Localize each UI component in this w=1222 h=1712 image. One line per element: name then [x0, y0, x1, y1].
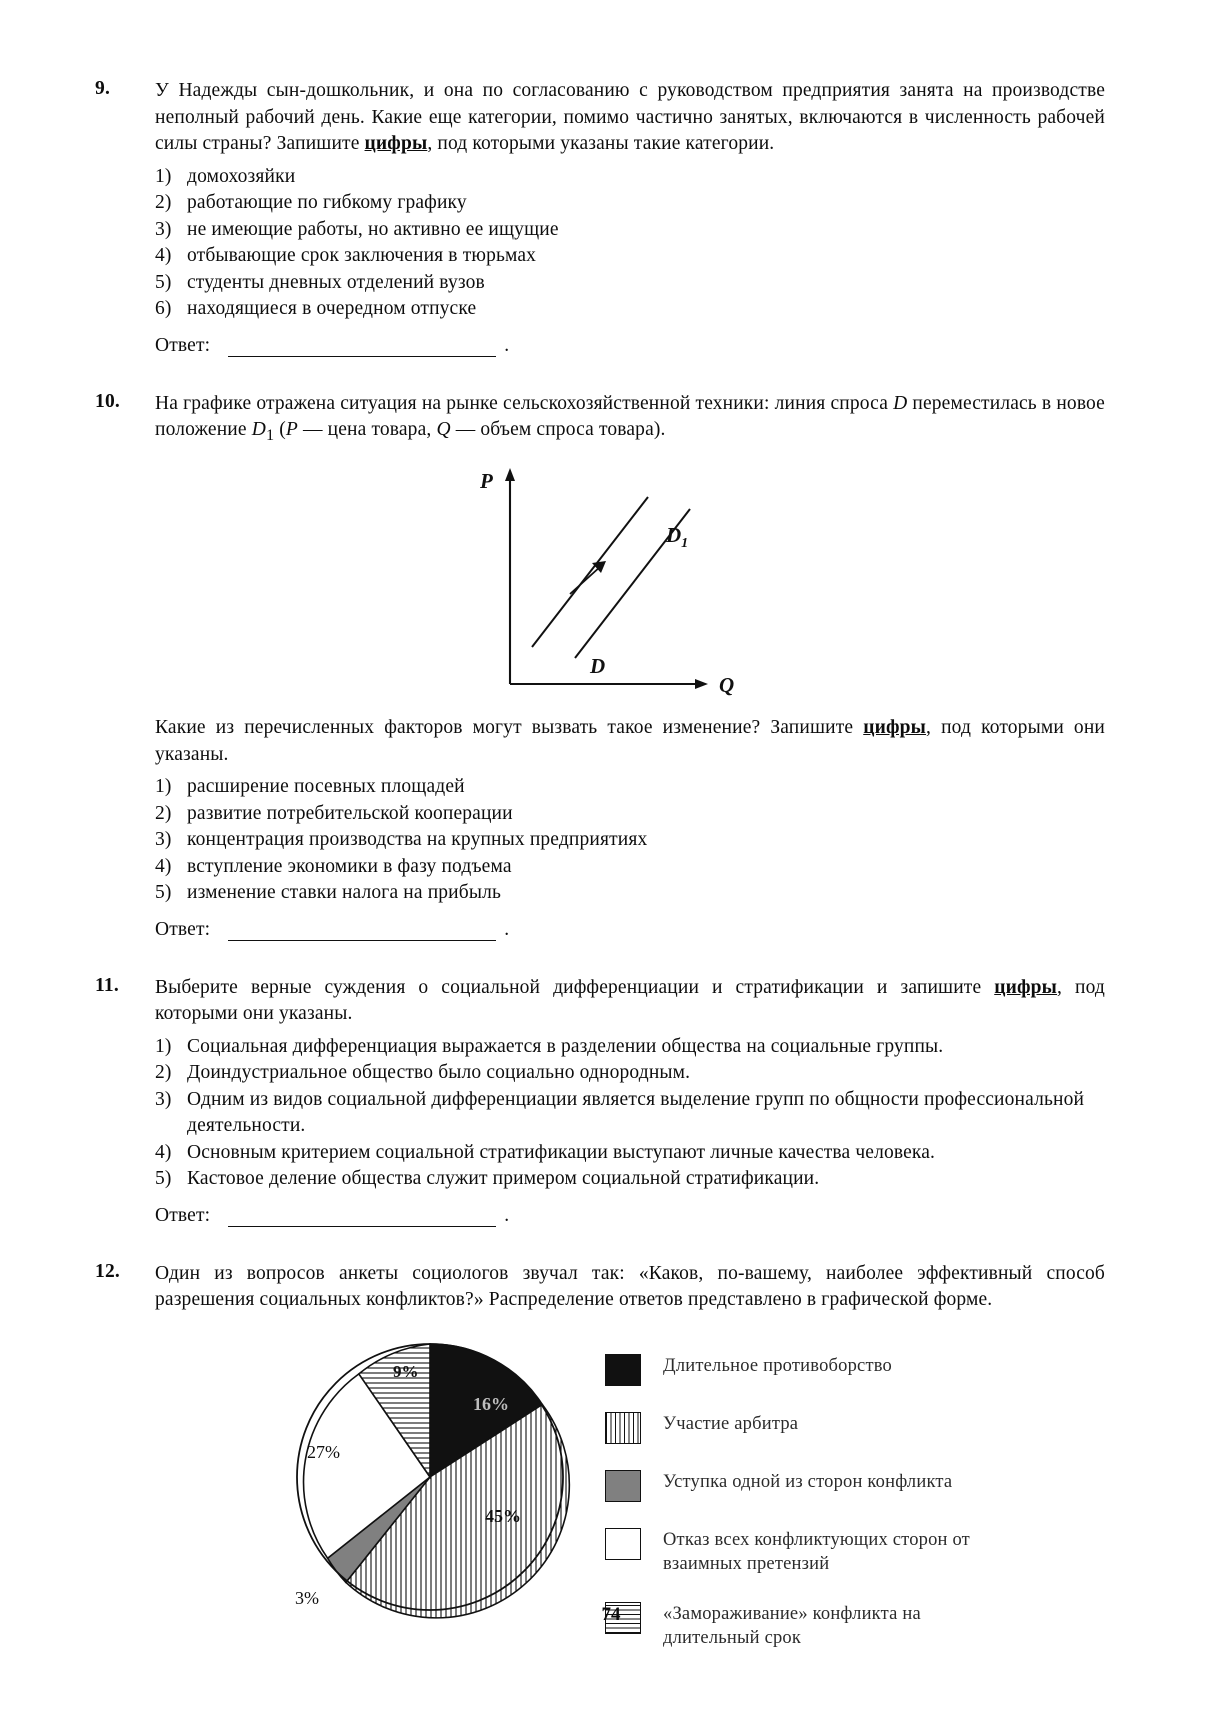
- pie-legend: [605, 1354, 993, 1676]
- answer-period: .: [504, 334, 510, 356]
- option-text: расширение посевных площадей: [187, 776, 465, 798]
- page-number: 74: [601, 1604, 621, 1625]
- task-10-stem: На графике отражена ситуация на рынке сельскохозяйственной техники: линия спроса D переместилась в новое положение $D_1$ (P — цена товара, Q — объем спроса товара).: [155, 392, 1105, 444]
- option-text: работающие по гибкому графику: [187, 192, 467, 213]
- legend-label: Уступка одной из сторон конфликта: [663, 1471, 953, 1492]
- legend-swatch-gray: [605, 1470, 641, 1502]
- pie-label-27: 27%: [307, 1441, 340, 1462]
- list-item: [155, 1034, 1105, 1061]
- option-text: студенты дневных отделений вузов: [187, 271, 485, 293]
- task-9-stem: У Надежды сын-дошкольник, и она по согласованию с руководством предприятия занята на производстве неполный рабочий день. Какие еще категории, помимо частично занятых, включаются в численность рабочей силы страны? Запишите цифры, под которыми указаны такие категории.: [155, 80, 1105, 154]
- option-text: Кастовое деление общества служит примером социальной стратификации.: [187, 1168, 820, 1190]
- task-12-stem: Один из вопросов анкеты социологов звучал так: «Каков, по-вашему, наиболее эффективный способ разрешения социальных конфликтов?» Распределение ответов представлено в графической форме.: [155, 1262, 1105, 1311]
- list-item: [155, 801, 1105, 828]
- task-9: [95, 78, 1105, 357]
- task-10-number: 10.: [95, 390, 120, 412]
- task-9-options: [155, 164, 1105, 323]
- pie-label-16: 16%: [473, 1393, 509, 1414]
- option-marker: 5): [155, 1168, 172, 1190]
- task-11-number: 11.: [95, 974, 119, 996]
- answer-label: Ответ:: [155, 334, 211, 356]
- answer-label: Ответ:: [155, 1204, 211, 1226]
- list-item: [155, 296, 1105, 323]
- option-text: отбывающие срок заключения в тюрьмах: [187, 245, 537, 266]
- answer-period: .: [504, 1204, 510, 1226]
- list-item: [155, 774, 1105, 801]
- task-10-stem2: Какие из перечисленных факторов могут вызвать такое изменение? Запишите цифры, под которыми они указаны.: [155, 717, 1106, 765]
- option-marker: 2): [155, 192, 172, 213]
- list-item: [155, 880, 1105, 907]
- task-10-options: [155, 774, 1105, 907]
- list-item: [155, 827, 1105, 854]
- option-marker: 1): [155, 1035, 172, 1057]
- answer-input[interactable]: [228, 926, 496, 941]
- option-text: не имеющие работы, но активно ее ищущие: [187, 218, 559, 240]
- list-item: [155, 217, 1105, 244]
- task-9-number: 9.: [95, 78, 111, 99]
- task-9-answer-row: [155, 335, 1105, 357]
- legend-swatch-vhatch: [605, 1412, 641, 1444]
- option-marker: 6): [155, 298, 172, 319]
- list-item: [155, 1060, 1105, 1087]
- option-marker: 2): [155, 802, 172, 824]
- option-text: Социальная дифференциация выражается в разделении общества на социальные группы.: [187, 1035, 944, 1057]
- task-10-body: [155, 391, 1105, 941]
- legend-label: «Замораживание» конфликта на длительный срок: [663, 1603, 921, 1648]
- list-item: [155, 854, 1105, 881]
- option-marker: 5): [155, 271, 172, 293]
- legend-item: [605, 1470, 993, 1502]
- option-text: домохозяйки: [187, 165, 296, 187]
- option-text: развитие потребительской кооперации: [187, 802, 513, 824]
- option-text: изменение ставки налога на прибыль: [187, 882, 502, 904]
- task-10: [95, 391, 1105, 941]
- list-item: [155, 190, 1105, 217]
- task-11-answer-row: [155, 1205, 1105, 1227]
- option-marker: 4): [155, 855, 172, 877]
- option-text: находящиеся в очередном отпуске: [187, 298, 477, 319]
- option-marker: 3): [155, 829, 172, 851]
- answer-period: .: [504, 918, 510, 940]
- pie-chart-svg: [285, 1332, 575, 1622]
- list-item: [155, 270, 1105, 297]
- option-marker: 3): [155, 1088, 172, 1110]
- task-12-number: 12.: [95, 1260, 120, 1282]
- task-9-body: [155, 78, 1105, 357]
- task-11-body: [155, 975, 1105, 1227]
- demand-curve-graph: [155, 462, 1105, 697]
- option-marker: 4): [155, 1141, 172, 1163]
- answer-input[interactable]: [228, 342, 496, 357]
- option-text: концентрация производства на крупных предприятиях: [187, 829, 648, 851]
- option-marker: 4): [155, 245, 172, 266]
- legend-item: [605, 1528, 993, 1576]
- task-11-options: [155, 1034, 1105, 1193]
- task-10-answer-row: [155, 919, 1105, 941]
- option-text: Основным критерием социальной стратификации выступают личные качества человека.: [187, 1141, 936, 1163]
- list-item: [155, 1166, 1105, 1193]
- page-content: [95, 78, 1105, 1706]
- pie-label-9: 9%: [393, 1361, 419, 1381]
- answer-label: Ответ:: [155, 918, 211, 940]
- demand-shift-diagram: [470, 462, 790, 697]
- pie-label-3: 3%: [295, 1587, 319, 1608]
- legend-label: Длительное противоборство: [663, 1355, 892, 1376]
- task-11: [95, 975, 1105, 1227]
- option-marker: 2): [155, 1062, 172, 1084]
- axis-label-p: P: [480, 469, 493, 494]
- axis-label-q: Q: [719, 673, 735, 698]
- legend-item: [605, 1412, 993, 1444]
- legend-swatch-white: [605, 1528, 641, 1560]
- legend-item: [605, 1354, 993, 1386]
- option-marker: 1): [155, 776, 172, 798]
- option-marker: 1): [155, 165, 172, 187]
- option-marker: 5): [155, 882, 172, 904]
- curve-label-d1: $D_1$: [666, 523, 689, 552]
- legend-label: Отказ всех конфликтующих сторон от взаимных претензий: [663, 1529, 970, 1574]
- option-text: Доиндустриальное общество было социально однородным.: [187, 1062, 691, 1084]
- task-11-stem: Выберите верные суждения о социальной дифференциации и стратификации и запишите цифры, под которыми они указаны.: [155, 976, 1106, 1025]
- legend-swatch-black: [605, 1354, 641, 1386]
- legend-label: Участие арбитра: [663, 1413, 799, 1434]
- option-text: вступление экономики в фазу подъема: [187, 855, 512, 877]
- curve-label-d: D: [590, 654, 606, 679]
- option-marker: 3): [155, 218, 172, 240]
- list-item: [155, 1140, 1105, 1167]
- option-text: Одним из видов социальной дифференциации является выделение групп по общности профессиональной деятельности.: [187, 1088, 1085, 1137]
- pie-label-45: 45%: [485, 1505, 521, 1526]
- list-item: [155, 1087, 1105, 1140]
- answer-input[interactable]: [228, 1212, 496, 1227]
- list-item: [155, 164, 1105, 191]
- list-item: [155, 243, 1105, 270]
